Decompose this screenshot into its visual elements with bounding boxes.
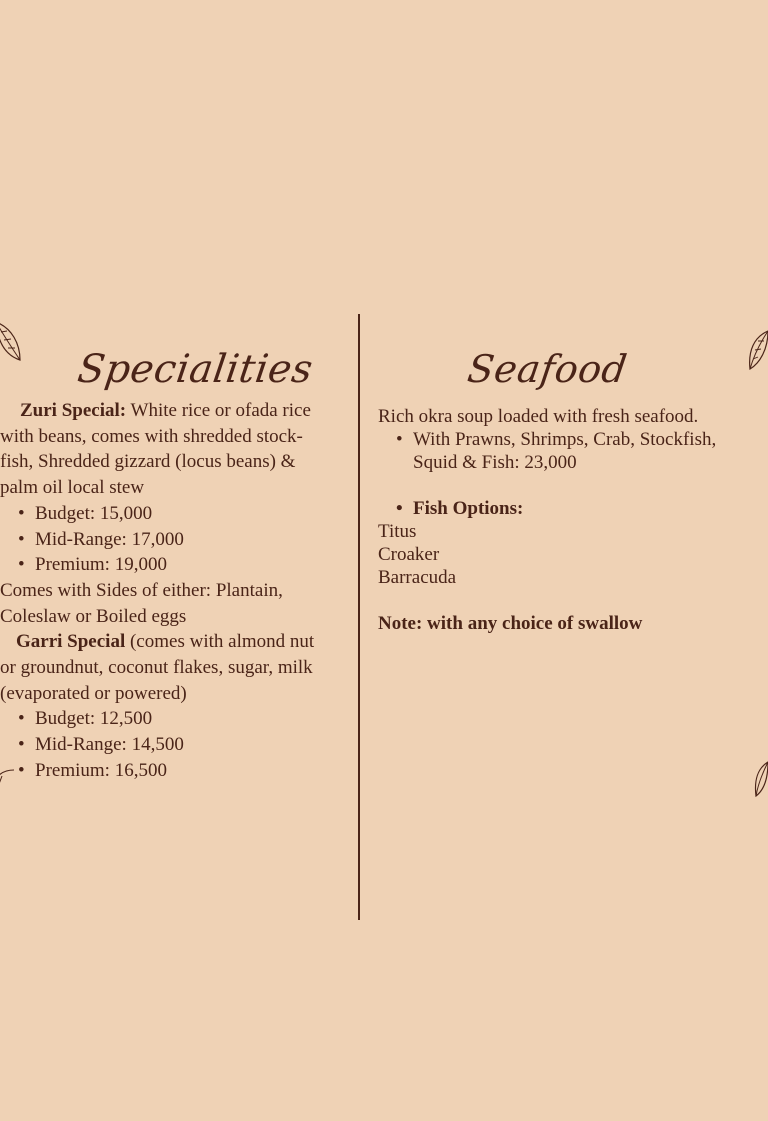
zuri-special-desc: with beans, comes with shredded stock- bbox=[0, 425, 303, 447]
price-item: • Mid-Range: 17,000 bbox=[0, 527, 350, 553]
garri-special-name: Garri Special bbox=[16, 631, 126, 653]
price-item: • Premium: 16,500 bbox=[0, 758, 350, 784]
garri-special-desc: (comes with almond nut bbox=[125, 631, 315, 653]
specialities-title: Specialities bbox=[74, 347, 316, 392]
zuri-special-desc: White rice or ofada rice bbox=[130, 400, 311, 421]
zuri-special-line bbox=[0, 398, 350, 424]
seafood-section bbox=[378, 405, 763, 635]
leaf-icon bbox=[746, 329, 768, 371]
leaf-icon bbox=[752, 760, 768, 798]
seafood-intro: Rich okra soup loaded with fresh seafood. bbox=[378, 406, 699, 427]
price-item: • Mid-Range: 14,500 bbox=[0, 732, 350, 758]
zuri-special-desc: palm oil local stew bbox=[0, 477, 145, 499]
zuri-special-desc: fish, Shredded gizzard (locus beans) & bbox=[0, 451, 296, 473]
fish-options-heading: • Fish Options: bbox=[378, 497, 763, 520]
price-item: • Premium: 19,000 bbox=[0, 552, 350, 578]
sides-note: Coleslaw or Boiled eggs bbox=[0, 605, 187, 627]
garri-special-desc: (evaporated or powered) bbox=[0, 682, 187, 704]
garri-special-line bbox=[0, 629, 350, 655]
seafood-title: Seafood bbox=[464, 347, 630, 391]
zuri-special-name: Zuri Special: bbox=[20, 400, 127, 421]
price-item: • Budget: 12,500 bbox=[0, 706, 350, 732]
price-item: • Budget: 15,000 bbox=[0, 501, 350, 527]
leaf-icon bbox=[0, 318, 24, 364]
fish-option: Croaker bbox=[378, 544, 440, 565]
specialities-section bbox=[0, 398, 350, 784]
column-divider bbox=[358, 314, 360, 920]
fish-option: Barracuda bbox=[378, 567, 457, 588]
seafood-combo: • With Prawns, Shrimps, Crab, Stockfish, bbox=[378, 428, 763, 451]
seafood-combo: Squid & Fish: 23,000 bbox=[413, 452, 577, 473]
sides-note: Comes with Sides of either: Plantain, bbox=[0, 579, 283, 601]
garri-special-desc: or groundnut, coconut flakes, sugar, milk bbox=[0, 657, 313, 679]
fish-option: Titus bbox=[378, 521, 417, 542]
swallow-note: Note: with any choice of swallow bbox=[378, 613, 643, 634]
